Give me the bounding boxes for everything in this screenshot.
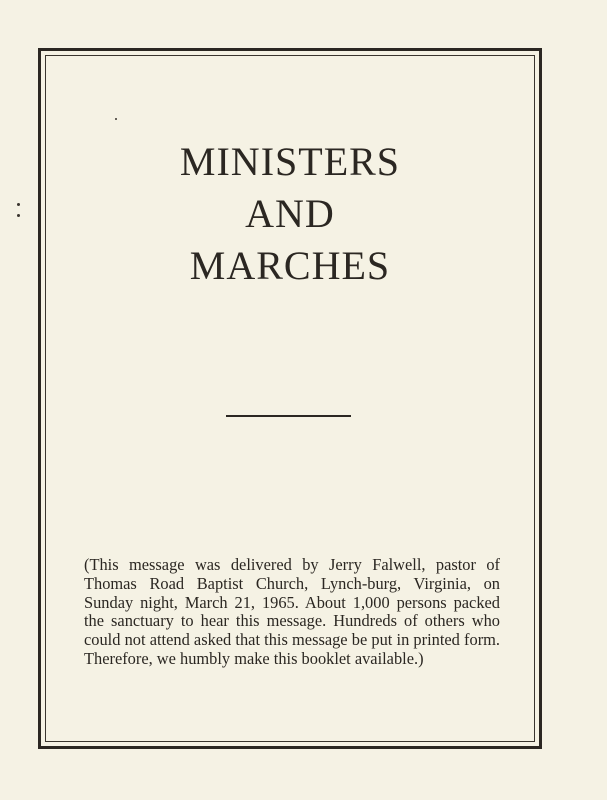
margin-speck <box>17 214 20 217</box>
margin-speck <box>17 203 20 206</box>
introductory-note: (This message was delivered by Jerry Falwell, pastor of Thomas Road Baptist Church, Lynch-burg, Virginia, on Sunday night, March 21, 1965. About 1,000 persons packed the sanctuary to hear this message. Hundreds of others who could not attend asked that this message be put in printed form. Therefore, we humbly make this booklet available.) <box>84 555 500 668</box>
title-line-1: MINISTERS <box>179 139 401 184</box>
booklet-title <box>45 136 535 292</box>
divider-rule <box>226 415 351 417</box>
margin-speck <box>115 118 117 120</box>
title-line-3: MARCHES <box>189 243 391 288</box>
title-line-2: AND <box>245 191 335 236</box>
